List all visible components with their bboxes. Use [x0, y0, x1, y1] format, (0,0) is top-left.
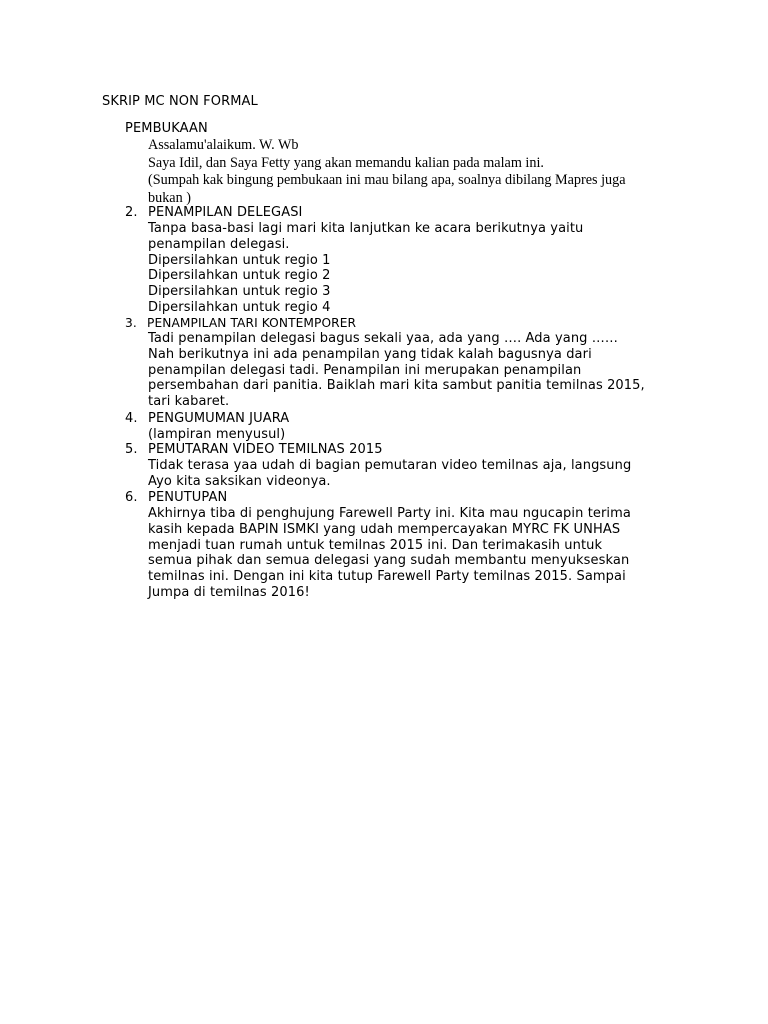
body-line: (Sumpah kak bingung pembukaan ini mau bilang apa, soalnya dibilang Mapres juga — [148, 172, 626, 188]
section-body-pemutaran-video — [148, 458, 688, 490]
body-line: Dipersilahkan untuk regio 2 — [148, 268, 331, 284]
section-heading-text: PEMBUKAAN — [125, 121, 208, 136]
body-line: Tadi penampilan delegasi bagus sekali yaa, ada yang …. Ada yang …… — [148, 331, 618, 346]
section-body-pengumuman-juara — [148, 427, 688, 443]
section-heading-text: PENUTUPAN — [148, 490, 228, 505]
section-number: 4. — [125, 411, 138, 426]
body-line: bukan ) — [148, 189, 191, 206]
body-line: Assalamu'alaikum. W. Wb — [148, 137, 299, 153]
body-line: Dipersilahkan untuk regio 1 — [148, 252, 331, 268]
body-line: Tidak terasa yaa udah di bagian pemutaran video temilnas aja, langsung — [148, 458, 632, 473]
section-body-penampilan-delegasi — [148, 221, 688, 316]
body-line: Dipersilahkan untuk regio 4 — [148, 299, 331, 315]
section-number: 3. — [125, 316, 137, 330]
section-heading-penutupan — [125, 490, 227, 506]
section-heading-pembukaan — [125, 121, 208, 137]
section-number: 5. — [125, 442, 138, 457]
section-heading-pemutaran-video — [125, 442, 383, 458]
body-line: persembahan dari panitia. Baiklah mari kita sambut panitia temilnas 2015, — [148, 378, 645, 394]
body-line: Saya Idil, dan Saya Fetty yang akan memandu kalian pada malam ini. — [148, 154, 544, 171]
section-body-penutupan — [148, 506, 688, 601]
body-line: Jumpa di temilnas 2016! — [148, 584, 310, 600]
body-line: Ayo kita saksikan videonya. — [148, 473, 331, 489]
body-line: (lampiran menyusul) — [148, 427, 286, 442]
body-line: penampilan delegasi tadi. Penampilan ini merupakan penampilan — [148, 362, 582, 378]
section-heading-pengumuman-juara — [125, 411, 289, 427]
document-title: SKRIP MC NON FORMAL — [102, 94, 258, 109]
body-line: menjadi tuan rumah untuk temilnas 2015 ini. Dan terimakasih untuk — [148, 537, 603, 553]
body-line: kasih kepada BAPIN ISMKI yang udah mempercayakan MYRC FK UNHAS — [148, 521, 621, 537]
section-body-pembukaan — [148, 137, 688, 207]
section-body-tari-kontemporer — [148, 331, 688, 410]
section-heading-text: PENAMPILAN DELEGASI — [148, 205, 303, 220]
section-number: 6. — [125, 490, 138, 505]
section-heading-penampilan-delegasi — [125, 205, 303, 221]
body-line: semua pihak dan semua delegasi yang sudah membantu menyukseskan — [148, 553, 630, 569]
body-line: Tanpa basa-basi lagi mari kita lanjutkan ke acara berikutnya yaitu — [148, 221, 584, 236]
body-line: temilnas ini. Dengan ini kita tutup Farewell Party temilnas 2015. Sampai — [148, 569, 626, 585]
section-heading-tari-kontemporer — [125, 316, 356, 332]
section-heading-text: PEMUTARAN VIDEO TEMILNAS 2015 — [148, 442, 383, 457]
section-heading-text: PENAMPILAN TARI KONTEMPORER — [147, 316, 357, 330]
body-line: Akhirnya tiba di penghujung Farewell Party ini. Kita mau ngucapin terima — [148, 506, 631, 521]
body-line: tari kabaret. — [148, 394, 230, 410]
body-line: penampilan delegasi. — [148, 236, 290, 252]
body-line: Dipersilahkan untuk regio 3 — [148, 284, 331, 300]
section-heading-text: PENGUMUMAN JUARA — [148, 411, 290, 426]
body-line: Nah berikutnya ini ada penampilan yang tidak kalah bagusnya dari — [148, 346, 592, 362]
section-number: 2. — [125, 205, 138, 220]
